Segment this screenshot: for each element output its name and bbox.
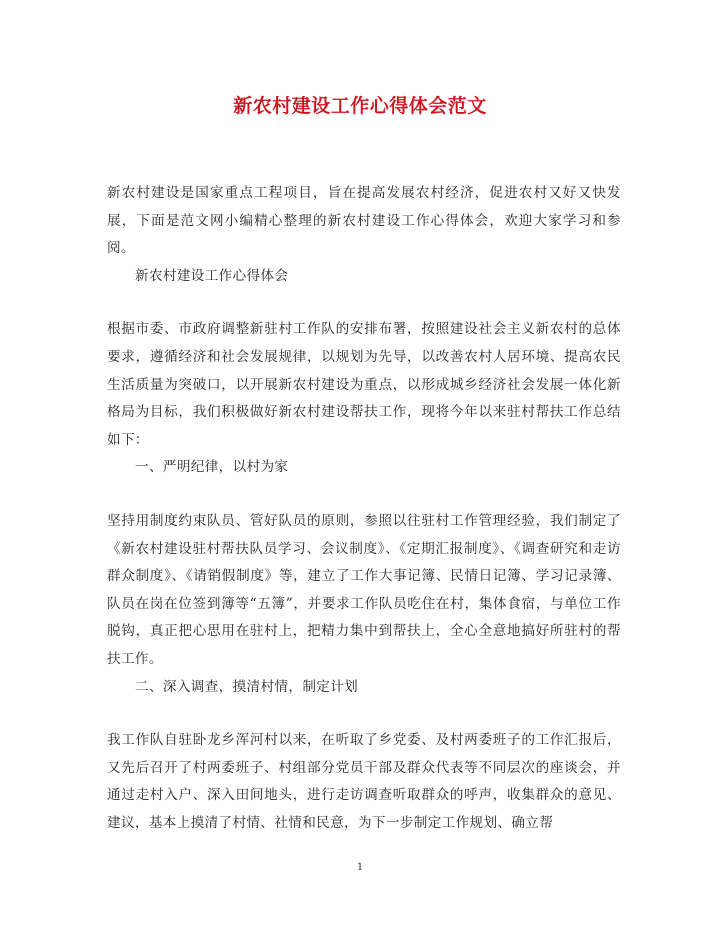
intro-paragraph: 新农村建设是国家重点工程项目，旨在提高发展农村经济，促进农村又好又快发展，下面是范文网小编精心整理的新农村建设工作心得体会，欢迎大家学习和参阅。 [107, 185, 621, 257]
document-title: 新农村建设工作心得体会范文 [233, 95, 487, 117]
section-heading-2: 二、深入调查，摸清村情，制定计划 [135, 678, 359, 695]
body-paragraph-1: 根据市委、市政府调整新驻村工作队的安排布署，按照建设社会主义新农村的总体要求，遵循经济和社会发展规律，以规划为先导，以改善农村人居环境、提高农民生活质量为突破口，以开展新农村建设为重点，以形成城乡经济社会发展一体化新格局为目标，我们积极做好新农村建设帮扶工作，现将今年以来驻村帮扶工作总结如下： [107, 321, 621, 448]
subtitle-heading: 新农村建设工作心得体会 [135, 267, 289, 284]
page-number: 1 [356, 862, 364, 873]
document-body [107, 180, 621, 837]
body-paragraph-3: 我工作队自驻卧龙乡浑河村以来，在听取了乡党委、及村两委班子的工作汇报后，又先后召开了村两委班子、村组部分党员干部及群众代表等不同层次的座谈会，并通过走村入户、深入田间地头，进行走访调查听取群众的呼声，收集群众的意见、建议，基本上摸清了村情、社情和民意，为下一步制定工作规划、确立帮 [107, 732, 621, 831]
section-heading-1: 一、严明纪律，以村为家 [135, 459, 289, 476]
body-paragraph-2: 坚持用制度约束队员、管好队员的原则，参照以往驻村工作管理经验，我们制定了《新农村建设驻村帮扶队员学习、会议制度》、《定期汇报制度》、《调查研究和走访群众制度》、《请销假制度》等，建立了工作大事记簿、民情日记簿、学习记录簿、队员在岗在位签到簿等“五簿”，并要求工作队员吃住在村，集体食宿，与单位工作脱钩，真正把心思用在驻村上，把精力集中到帮扶上，全心全意地搞好所驻村的帮扶工作。 [107, 512, 621, 667]
